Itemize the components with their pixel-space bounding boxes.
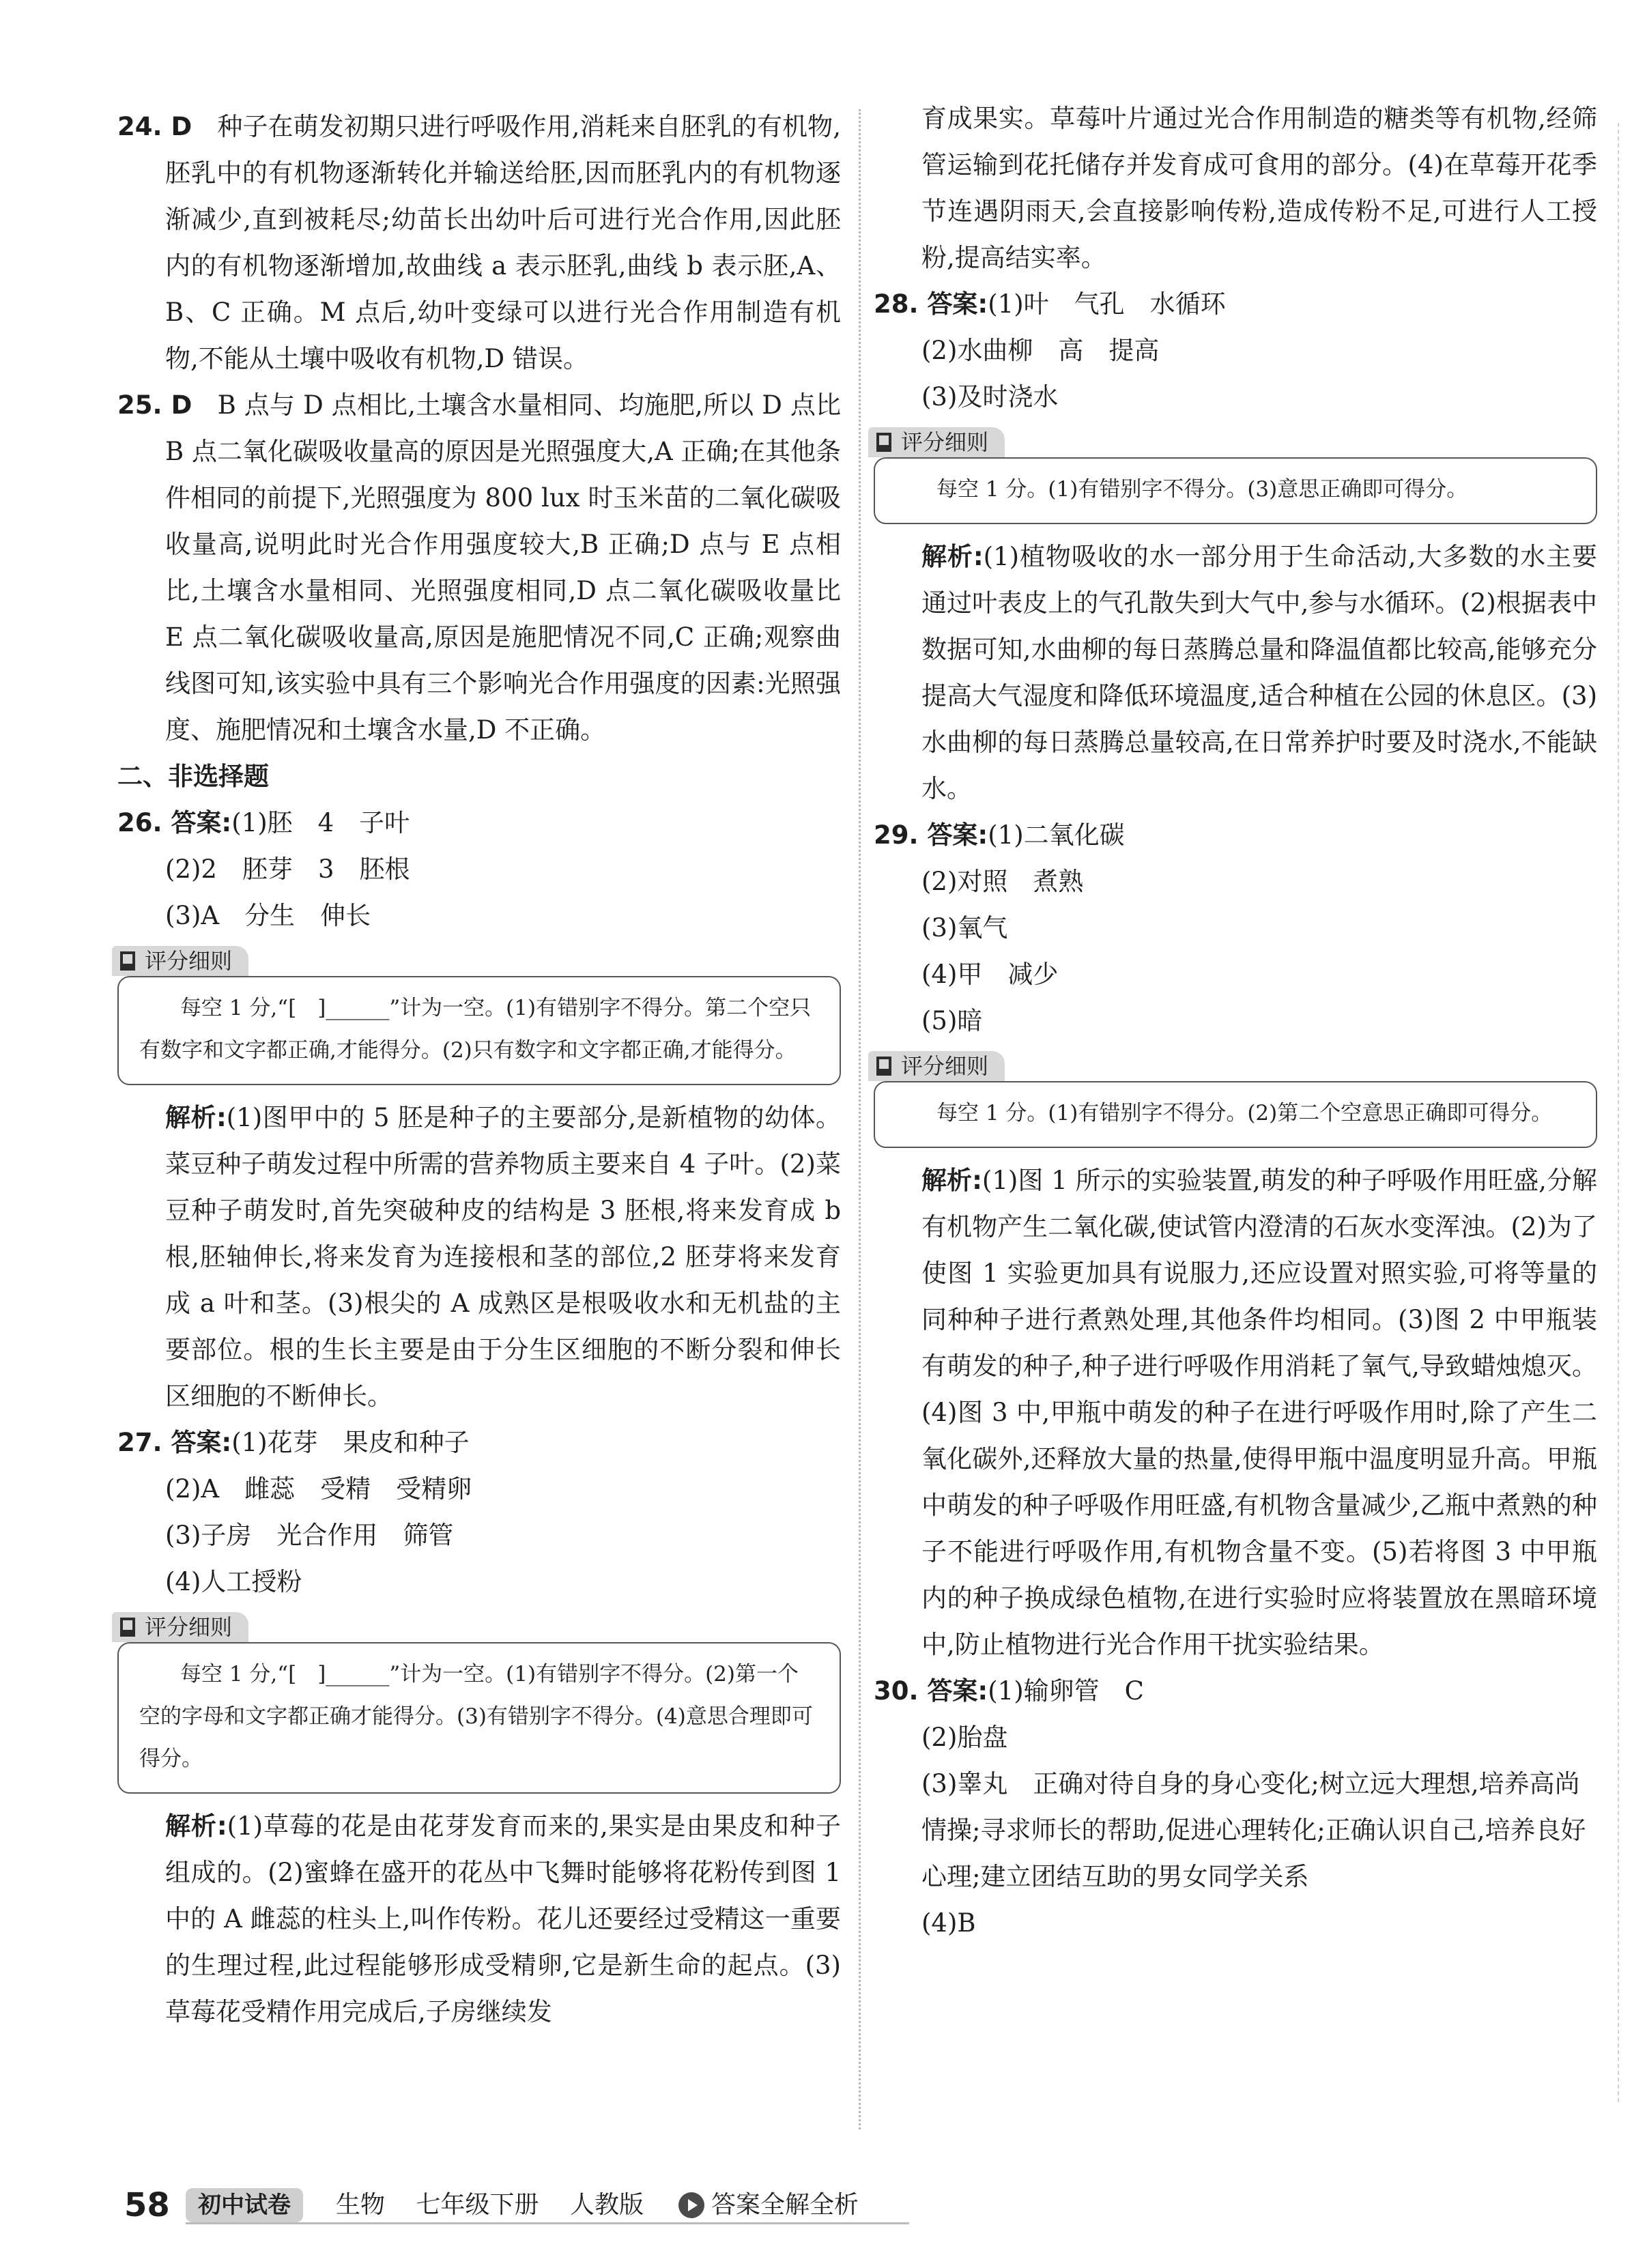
rubric-box (117, 1642, 841, 1794)
rubric-tab (868, 427, 1005, 457)
analysis-text: (1)图甲中的 5 胚是种子的主要部分,是新植物的幼体。菜豆种子萌发过程中所需的营养物质主要来自 4 子叶。(2)菜豆种子萌发时,首先突破种皮的结构是 3 胚根,将来发育成 b 根,胚轴伸长,将来发育为连接根和茎的部位,2 胚芽将来发育成 a 叶和茎。(3)根尖的 A 成熟区是根吸收水和无机盐的主要部位。根的生长主要是由于分生区细胞的不断分裂和伸长区细胞的不断伸长。 (165, 1103, 842, 1411)
question-27-number: 27. (117, 1428, 162, 1457)
answer-line: (3)A 分生 伸长 (165, 901, 371, 930)
rubric-title: 评分细则 (145, 1614, 233, 1640)
analysis-paragraph (874, 534, 1597, 812)
question-30-answer (874, 1668, 1597, 1714)
column-divider (859, 109, 861, 2129)
edition-label: 人教版 (569, 2191, 644, 2219)
question-27-answer (117, 1420, 841, 1466)
rubric-text: 每空 1 分。(1)有错别字不得分。(2)第二个空意思正确即可得分。 (936, 1101, 1553, 1125)
answer-line: (2)2 胚芽 3 胚根 (165, 855, 410, 884)
analysis-text: (1)植物吸收的水一部分用于生命活动,大多数的水主要通过叶表皮上的气孔散失到大气中,参与水循环。(2)根据表中数据可知,水曲柳的每日蒸腾总量和降温值都比较高,能够充分提高大气湿度和降低环境温度,适合种植在公园的休息区。(3)水曲柳的每日蒸腾总量较高,在日常养护时要及时浇水,不能缺水。 (921, 542, 1597, 803)
series-badge: 初中试卷 (186, 2188, 303, 2222)
page-edge-line (1618, 123, 1619, 2102)
answer-line: (3)氧气 (921, 913, 1008, 943)
rubric-tab (112, 1612, 248, 1642)
book-meta (336, 2188, 667, 2222)
analysis-label: 解析: (921, 1166, 982, 1195)
question-29-number: 29. (874, 820, 919, 850)
right-column (874, 96, 1597, 1947)
answer-line: (3)及时浇水 (921, 382, 1059, 412)
question-26-number: 26. (117, 808, 162, 837)
answer-label: 答案: (927, 1676, 988, 1706)
question-26-answer (117, 800, 841, 846)
question-30-number: 30. (874, 1676, 919, 1706)
question-24 (117, 104, 841, 382)
left-column (117, 104, 841, 2035)
rubric-tab (112, 946, 248, 976)
page-footer (117, 2181, 923, 2229)
bookmark-icon (876, 1057, 891, 1076)
analysis-text: (1)草莓的花是由花芽发育而来的,果实是由果皮和种子组成的。(2)蜜蜂在盛开的花丛中飞舞时能够将花粉传到图 1 中的 A 雌蕊的柱头上,叫作传粉。花儿还要经过受精这一重要的生理过程,此过程能够形成受精卵,它是新生命的起点。(3)草莓花受精作用完成后,子房继续发 (165, 1811, 841, 2026)
answer-label: 答案: (927, 289, 988, 319)
answer-line: (5)暗 (921, 1006, 983, 1035)
rubric-title: 评分细则 (901, 1053, 989, 1079)
analysis-label: 解析: (165, 1811, 227, 1841)
answer-section-label: 答案全解全析 (711, 2191, 859, 2219)
page-number: 58 (124, 2186, 170, 2224)
answer-line: (3)睾丸 正确对待自身的身心变化;树立远大理想,培养高尚情操;寻求师长的帮助,促进心理转化;正确认识自己,培养良好心理;建立团结互助的男女同学关系 (921, 1769, 1586, 1891)
answer-line: (1)二氧化碳 (988, 820, 1125, 850)
answer-label: 答案: (171, 1428, 232, 1457)
analysis-paragraph (117, 1803, 841, 2035)
answer-line: (4)B (921, 1908, 976, 1938)
rubric-text: 每空 1 分,“[ ]______”计为一空。(1)有错别字不得分。第二个空只有数字和文字都正确,才能得分。(2)只有数字和文字都正确,才能得分。 (139, 996, 812, 1063)
answer-line: (4)人工授粉 (165, 1567, 302, 1596)
answer-line: (2)A 雌蕊 受精 受精卵 (165, 1474, 472, 1504)
analysis-label: 解析: (165, 1103, 227, 1132)
rubric-text: 每空 1 分。(1)有错别字不得分。(3)意思正确即可得分。 (936, 477, 1468, 502)
answer-line: (1)花芽 果皮和种子 (231, 1428, 470, 1457)
analysis-paragraph (874, 1158, 1597, 1668)
question-24-number: 24. D (117, 112, 192, 141)
bookmark-icon (876, 433, 891, 452)
rubric-box (874, 457, 1597, 524)
grade-label: 七年级下册 (416, 2191, 539, 2219)
rubric-title: 评分细则 (901, 429, 989, 455)
subject-label: 生物 (336, 2191, 386, 2219)
rubric-text: 每空 1 分,“[ ]______”计为一空。(1)有错别字不得分。(2)第一个空的字母和文字都正确才能得分。(3)有错别字不得分。(4)意思合理即可得分。 (139, 1662, 813, 1771)
question-29-answer (874, 812, 1597, 859)
answer-label: 答案: (171, 808, 232, 837)
question-24-text: 种子在萌发初期只进行呼吸作用,消耗来自胚乳的有机物,胚乳中的有机物逐渐转化并输送给胚,因而胚乳内的有机物逐渐减少,直到被耗尽;幼苗长出幼叶后可进行光合作用,因此胚内的有机物逐渐增加,故曲线 a 表示胚乳,曲线 b 表示胚,A、B、C 正确。M 点后,幼叶变绿可以进行光合作用制造有机物,不能从土壤中吸收有机物,D 错误。 (165, 112, 842, 373)
answer-line: (2)水曲柳 高 提高 (921, 336, 1160, 365)
answer-line: (1)叶 气孔 水循环 (988, 289, 1226, 319)
footer-rule (186, 2222, 909, 2224)
question-25 (117, 382, 841, 753)
analysis-text: (1)图 1 所示的实验装置,萌发的种子呼吸作用旺盛,分解有机物产生二氧化碳,使试管内澄清的石灰水变浑浊。(2)为了使图 1 实验更加具有说服力,还应设置对照实验,可将等量的同种种子进行煮熟处理,其他条件均相同。(3)图 2 中甲瓶装有萌发的种子,种子进行呼吸作用消耗了氧气,导致蜡烛熄灭。(4)图 3 中,甲瓶中萌发的种子在进行呼吸作用时,除了产生二氧化碳外,还释放大量的热量,使得甲瓶中温度明显升高。甲瓶中萌发的种子呼吸作用旺盛,有机物含量减少,乙瓶中煮熟的种子不能进行呼吸作用,有机物含量不变。(5)若将图 3 中甲瓶内的种子换成绿色植物,在进行实验时应将装置放在黑暗环境中,防止植物进行光合作用干扰实验结果。 (921, 1166, 1597, 1659)
question-28-number: 28. (874, 289, 919, 319)
bookmark-icon (120, 1618, 135, 1637)
question-25-text: B 点与 D 点相比,土壤含水量相同、均施肥,所以 D 点比 B 点二氧化碳吸收量高的原因是光照强度大,A 正确;在其他条件相同的前提下,光照强度为 800 lux 时玉米苗的二氧化碳吸收量高,说明此时光合作用强度较大,B 正确;D 点与 E 点相比,土壤含水量相同、光照强度相同,D 点二氧化碳吸收量比 E 点二氧化碳吸收量高,原因是施肥情况不同,C 正确;观察曲线图可知,该实验中具有三个影响光合作用强度的因素:光照强度、施肥情况和土壤含水量,D 不正确。 (165, 390, 842, 745)
rubric-box (874, 1081, 1597, 1148)
answer-line: (3)子房 光合作用 筛管 (165, 1521, 454, 1550)
answer-line: (2)胎盘 (921, 1723, 1008, 1752)
bookmark-icon (120, 951, 135, 971)
rubric-title: 评分细则 (145, 948, 233, 974)
analysis-paragraph (117, 1095, 841, 1420)
rubric-box (117, 976, 841, 1085)
answer-line: (1)输卵管 C (988, 1676, 1144, 1706)
play-icon (678, 2192, 704, 2218)
question-28-answer (874, 281, 1597, 328)
answer-line: (1)胚 4 子叶 (231, 808, 410, 837)
analysis-label: 解析: (921, 542, 984, 571)
question-27-continuation: 育成果实。草莓叶片通过光合作用制造的糖类等有机物,经筛管运输到花托储存并发育成可食用的部分。(4)在草莓开花季节连遇阴雨天,会直接影响传粉,造成传粉不足,可进行人工授粉,提高结实率。 (921, 104, 1597, 272)
rubric-tab (868, 1051, 1005, 1081)
answer-line: (2)对照 煮熟 (921, 867, 1084, 896)
answer-line: (4)甲 减少 (921, 960, 1059, 989)
answer-label: 答案: (927, 820, 988, 850)
section-heading: 二、非选择题 (117, 762, 269, 791)
question-25-number: 25. D (117, 390, 192, 420)
